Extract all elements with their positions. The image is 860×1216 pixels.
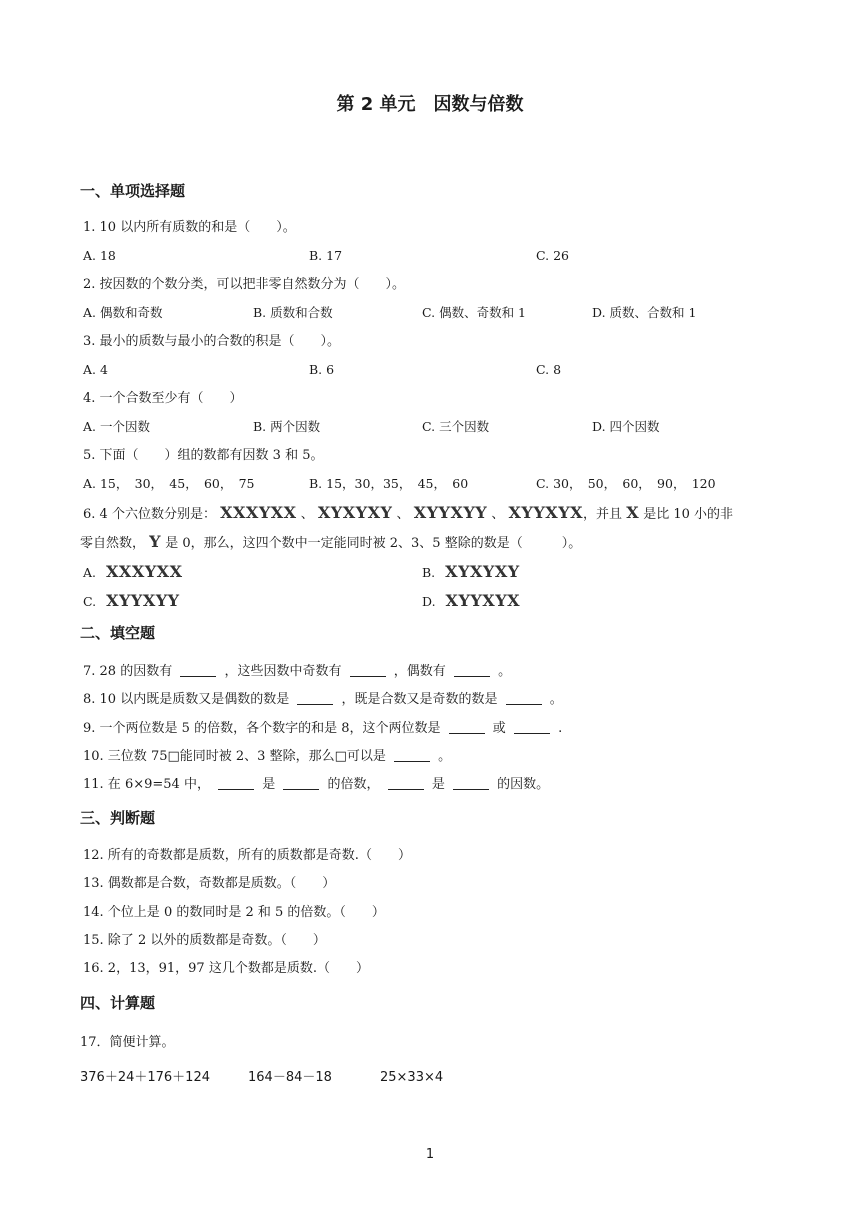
- q7-text-4: 。: [498, 664, 512, 679]
- q8-text-3: 。: [549, 692, 563, 707]
- section-heading-calc: 四、计算题: [80, 994, 156, 1012]
- q6-symbol-y: Y: [149, 532, 162, 551]
- q8-text-2: ，既是合数又是奇数的数是: [341, 692, 498, 707]
- q6-option-d-value: XYYXYX: [445, 591, 521, 610]
- answer-blank[interactable]: [506, 692, 542, 705]
- question-7: [83, 664, 511, 678]
- q10-text-2: 。: [438, 749, 452, 764]
- q6-number-3: XYYXYY: [413, 503, 488, 522]
- page-title: 第 2 单元 因数与倍数: [336, 94, 524, 115]
- q3-option-a: A. 4: [83, 362, 108, 377]
- question-17: 17．简便计算。: [80, 1035, 175, 1050]
- q7-text-1: 7. 28 的因数有: [83, 664, 173, 679]
- question-14: 14. 个位上是 0 的数同时是 2 和 5 的倍数。（ ）: [83, 905, 385, 920]
- q10-text-1: 10. 三位数 75□能同时被 2、3 整除，那么□可以是: [83, 749, 386, 764]
- section-heading-choice: 一、单项选择题: [80, 182, 186, 200]
- q6-line2-b: 是 0，那么，这四个数中一定能同时被 2、3、5 整除的数是（ ）。: [165, 536, 582, 551]
- answer-blank[interactable]: [449, 721, 485, 734]
- answer-blank[interactable]: [218, 777, 254, 790]
- section-heading-fill: 二、填空题: [80, 624, 156, 642]
- q6-option-d: [422, 593, 520, 609]
- q9-text-1: 9. 一个两位数是 5 的倍数，各个数字的和是 8，这个两位数是: [83, 721, 441, 736]
- q6-separator-3: 、: [491, 507, 505, 522]
- question-5: 5. 下面（ ）组的数都有因数 3 和 5。: [83, 448, 324, 463]
- q4-option-d: D. 四个因数: [592, 419, 660, 434]
- expression-3: 25×33×4: [380, 1070, 444, 1085]
- expression-2: 164－84－18: [248, 1070, 332, 1085]
- answer-blank[interactable]: [394, 749, 430, 762]
- answer-blank[interactable]: [283, 777, 319, 790]
- answer-blank[interactable]: [388, 777, 424, 790]
- q2-option-d: D. 质数、合数和 1: [592, 305, 697, 320]
- q6-separator-2: 、: [396, 507, 410, 522]
- q4-option-c: C. 三个因数: [422, 419, 490, 434]
- answer-blank[interactable]: [454, 664, 490, 677]
- q6-option-c-label: C.: [83, 594, 97, 609]
- q5-option-c: C. 30， 50， 60， 90， 120: [536, 476, 716, 491]
- question-15: 15. 除了 2 以外的质数都是奇数。（ ）: [83, 933, 326, 948]
- q4-option-b: B. 两个因数: [253, 419, 321, 434]
- q6-option-d-label: D.: [422, 594, 436, 609]
- q6-number-2: XYXYXY: [317, 503, 393, 522]
- answer-blank[interactable]: [453, 777, 489, 790]
- q6-option-a-label: A.: [83, 565, 97, 580]
- q2-option-a: A. 偶数和奇数: [83, 305, 163, 320]
- q6-option-c-value: XYYXYY: [106, 591, 180, 610]
- question-8: [83, 692, 563, 706]
- q7-text-3: ，偶数有: [393, 664, 446, 679]
- q1-option-a: A. 18: [83, 248, 116, 263]
- q2-option-b: B. 质数和合数: [253, 305, 333, 320]
- q6-option-a: [83, 564, 183, 580]
- question-13: 13. 偶数都是合数，奇数都是质数。（ ）: [83, 876, 336, 891]
- q9-text-2: 或: [492, 721, 506, 736]
- question-16: 16. 2，13，91，97 这几个数都是质数.（ ）: [83, 961, 369, 976]
- q3-option-b: B. 6: [309, 362, 335, 377]
- q4-option-a: A. 一个因数: [83, 419, 150, 434]
- page-number: 1: [425, 1147, 435, 1162]
- question-3: 3. 最小的质数与最小的合数的积是（ ）。: [83, 334, 341, 349]
- q5-option-a: A. 15， 30， 45， 60， 75: [83, 476, 255, 491]
- question-6-line-2: [80, 534, 581, 550]
- answer-blank[interactable]: [514, 721, 550, 734]
- q6-mid-2: 是比 10 小的非: [643, 507, 734, 522]
- q6-option-b-value: XYXYXY: [445, 562, 520, 581]
- q6-line2-a: 零自然数，: [80, 536, 146, 551]
- q6-option-c: [83, 593, 180, 609]
- q6-separator-1: 、: [300, 507, 314, 522]
- q11-text-3: 的倍数，: [327, 777, 380, 792]
- q6-mid-1: ，并且: [583, 507, 623, 522]
- q1-option-b: B. 17: [309, 248, 343, 263]
- question-11: [83, 777, 549, 791]
- q6-option-b: [422, 564, 520, 580]
- question-2: 2. 按因数的个数分类，可以把非零自然数分为（ ）。: [83, 277, 406, 292]
- expression-1: 376＋24＋176＋124: [80, 1070, 210, 1085]
- q7-text-2: ，这些因数中奇数有: [224, 664, 342, 679]
- q11-text-1: 11. 在 6×9=54 中，: [83, 777, 210, 792]
- q6-symbol-x: X: [626, 503, 640, 522]
- q8-text-1: 8. 10 以内既是质数又是偶数的数是: [83, 692, 290, 707]
- question-12: 12. 所有的奇数都是质数，所有的质数都是奇数.（ ）: [83, 848, 411, 863]
- q11-text-5: 的因数。: [497, 777, 550, 792]
- q11-text-4: 是: [431, 777, 445, 792]
- q11-text-2: 是: [262, 777, 276, 792]
- answer-blank[interactable]: [297, 692, 333, 705]
- q1-option-c: C. 26: [536, 248, 569, 263]
- q2-option-c: C. 偶数、奇数和 1: [422, 305, 526, 320]
- q6-prefix: 6. 4 个六位数分别是：: [83, 507, 216, 522]
- q9-text-3: .: [558, 721, 563, 736]
- question-4: 4. 一个合数至少有（ ）: [83, 391, 243, 406]
- question-10: [83, 749, 451, 763]
- question-6-line-1: [83, 505, 733, 521]
- q5-option-b: B. 15，30，35， 45， 60: [309, 476, 469, 491]
- answer-blank[interactable]: [180, 664, 216, 677]
- section-heading-judge: 三、判断题: [80, 809, 156, 827]
- q6-number-4: XYYXYX: [508, 503, 584, 522]
- q6-option-b-label: B.: [422, 565, 436, 580]
- q6-number-1: XXXYXX: [220, 503, 297, 522]
- question-1: 1. 10 以内所有质数的和是（ ）。: [83, 220, 296, 235]
- q3-option-c: C. 8: [536, 362, 562, 377]
- q6-option-a-value: XXXYXX: [106, 562, 183, 581]
- question-9: [83, 721, 562, 735]
- answer-blank[interactable]: [350, 664, 386, 677]
